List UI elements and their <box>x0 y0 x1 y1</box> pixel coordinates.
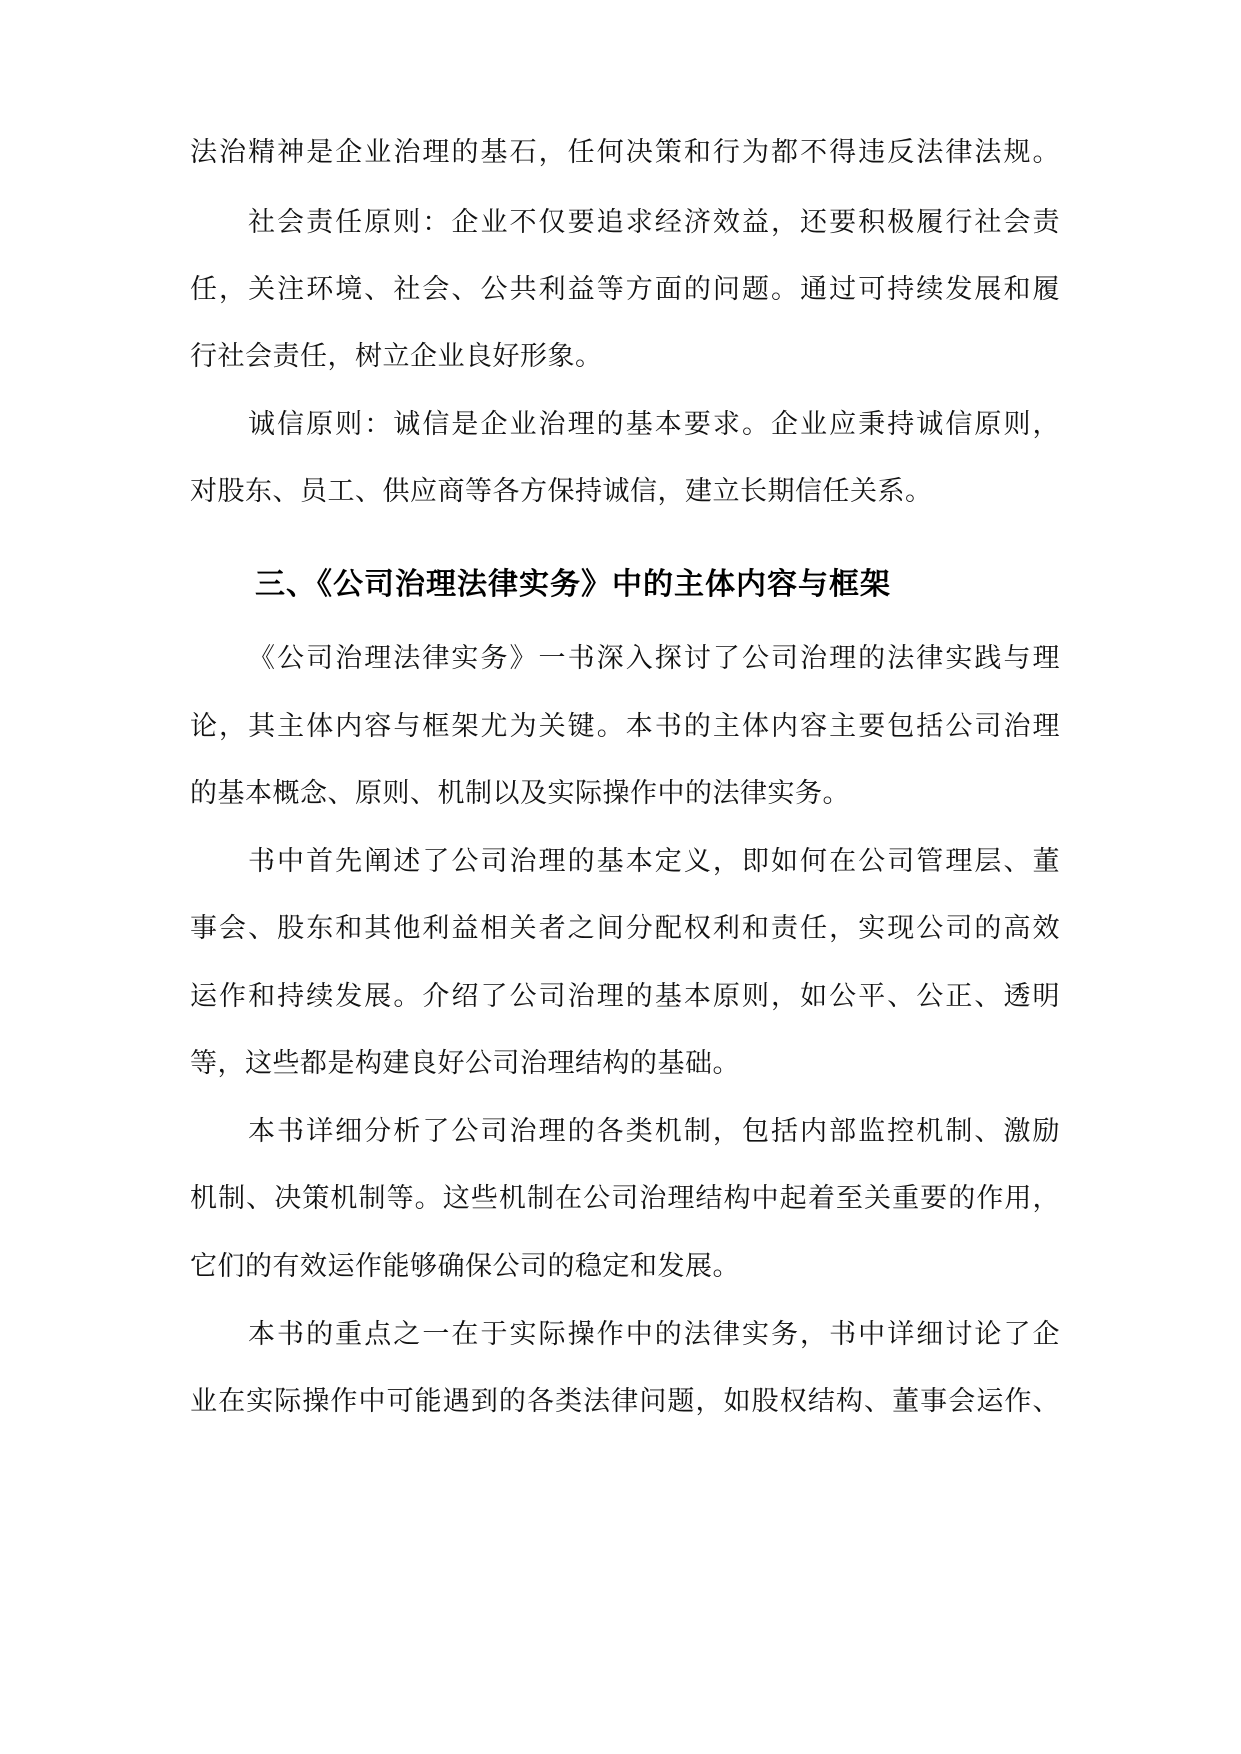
text-line: 它们的有效运作能够确保公司的稳定和发展。 <box>190 1251 740 1282</box>
text-line: 社会责任原则：企业不仅要追求经济效益，还要积极履行社会责 <box>248 207 1060 238</box>
text-line: 《公司治理法律实务》一书深入探讨了公司治理的法律实践与理 <box>248 643 1060 674</box>
text-line: 对股东、员工、供应商等各方保持诚信，建立长期信任关系。 <box>190 476 933 507</box>
text-line: 书中首先阐述了公司治理的基本定义，即如何在公司管理层、董 <box>248 846 1060 877</box>
text-line: 的基本概念、原则、机制以及实际操作中的法律实务。 <box>190 778 850 809</box>
text-line: 任，关注环境、社会、公共利益等方面的问题。通过可持续发展和履 <box>190 274 1060 305</box>
text-line: 业在实际操作中可能遇到的各类法律问题，如股权结构、董事会运作、 <box>190 1386 1060 1417</box>
text-line: 事会、股东和其他利益相关者之间分配权利和责任，实现公司的高效 <box>190 913 1060 944</box>
text-line: 论，其主体内容与框架尤为关键。本书的主体内容主要包括公司治理 <box>190 711 1060 742</box>
text-line: 运作和持续发展。介绍了公司治理的基本原则，如公平、公正、透明 <box>190 981 1060 1012</box>
text-line: 诚信原则：诚信是企业治理的基本要求。企业应秉持诚信原则， <box>248 409 1060 440</box>
section-heading: 三、《公司治理法律实务》中的主体内容与框架 <box>255 567 891 602</box>
text-line: 等，这些都是构建良好公司治理结构的基础。 <box>190 1048 740 1079</box>
text-line: 机制、决策机制等。这些机制在公司治理结构中起着至关重要的作用， <box>190 1183 1060 1214</box>
text-line: 本书的重点之一在于实际操作中的法律实务，书中详细讨论了企 <box>248 1319 1060 1350</box>
text-line: 本书详细分析了公司治理的各类机制，包括内部监控机制、激励 <box>248 1116 1060 1147</box>
text-line: 法治精神是企业治理的基石，任何决策和行为都不得违反法律法规。 <box>190 137 1060 168</box>
text-line: 行社会责任，树立企业良好形象。 <box>190 341 603 372</box>
